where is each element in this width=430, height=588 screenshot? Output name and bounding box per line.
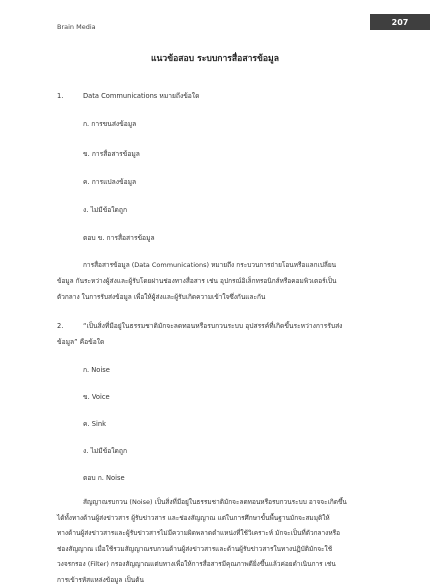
question-2-text-line1: “เป็นสิ่งที่มีอยู่ในธรรมชาติมักจะลดทอนหรือรบกวนระบบ อุปสรรค์ที่เกิดขึ้นระหว่างการรับส่ง [83,322,342,331]
q2-choice-d: ง. ไม่มีข้อใดถูก [83,447,127,456]
q1-choice-c: ค. การแปลงข้อมูล [83,178,136,187]
explanation-line: สัญญาณรบกวน (Noise) เป็นสิ่งที่มีอยู่ในธรรมชาติมักจะลดทอนหรือรบกวนระบบ อาจจะเกิดขึ้น [57,495,379,511]
question-1-text: Data Communications หมายถึงข้อใด [83,92,199,101]
q2-choice-b: ข. Voice [83,393,110,402]
q1-answer: ตอบ ข. การสื่อสารข้อมูล [83,234,155,243]
q1-choice-d: ง. ไม่มีข้อใดถูก [83,206,127,215]
explanation-line: ช่องสัญญาณ เมื่อใช้รวมสัญญาณรบกวนด้านผู้ส่งข่าวสารและด้านผู้รับข่าวสารในทางปฏิบัติมักจะใช้ [57,542,379,558]
explanation-line: ได้ทั้งทางด้านผู้ส่งข่าวสาร ผู้รับข่าวสาร และช่องสัญญาณ แต่ในการศึกษาขั้นพื้นฐานมักจะสมมุติให้ [57,511,379,527]
q1-choice-b: ข. การสื่อสารข้อมูล [83,150,140,159]
q2-choice-a: ก. Noise [83,366,110,375]
q1-choice-a: ก. การขนส่งข้อมูล [83,120,136,129]
explanation-line: การสื่อสารข้อมูล (Data Communications) หมายถึง กระบวนการถ่ายโอนหรือแลกเปลี่ยน [57,257,379,273]
page-number-badge [370,14,430,30]
question-2-text-line2: ข้อมูล” คือข้อใด [57,338,104,347]
page-title: แนวข้อสอบ ระบบการสื่อสารข้อมูล [0,51,430,65]
question-1-number: 1. [57,92,63,101]
q2-choice-c: ค. Sink [83,420,106,429]
q1-explanation [57,257,379,305]
q2-explanation [57,495,379,588]
page-number: 207 [392,18,409,27]
explanation-line: ข้อมูล กันระหว่างผู้ส่งและผู้รับโดยผ่านช่องทางสื่อสาร เช่น อุปกรณ์อิเล็กทรอนิกส์หรือคอมพิวเตอร์เป็น [57,273,379,289]
explanation-line: ทางด้านผู้ส่งข่าวสารและผู้รับข่าวสารไม่มีความผิดพลาดตำแหน่งที่ใช้วิเคราะห์ มักจะเป็นที่ตัวกลางหรือ [57,526,379,542]
question-2-number: 2. [57,322,63,331]
explanation-line: วงจรกรอง (Filter) กรองสัญญาณแต่บทางเพื่อให้การสื่อสารมีคุณภาพดียิ่งขึ้นแล้วค่อยดำเนินการ เช่น [57,557,379,573]
q2-answer: ตอบ ก. Noise [83,474,125,483]
explanation-line: การเข้ารหัสแหล่งข้อมูล เป็นต้น [57,573,379,588]
brand-name: Brain Media [57,23,96,31]
explanation-line: ตัวกลาง ในการรับส่งข้อมูล เพื่อให้ผู้ส่งและผู้รับเกิดความเข้าใจซึ่งกันและกัน [57,289,379,305]
